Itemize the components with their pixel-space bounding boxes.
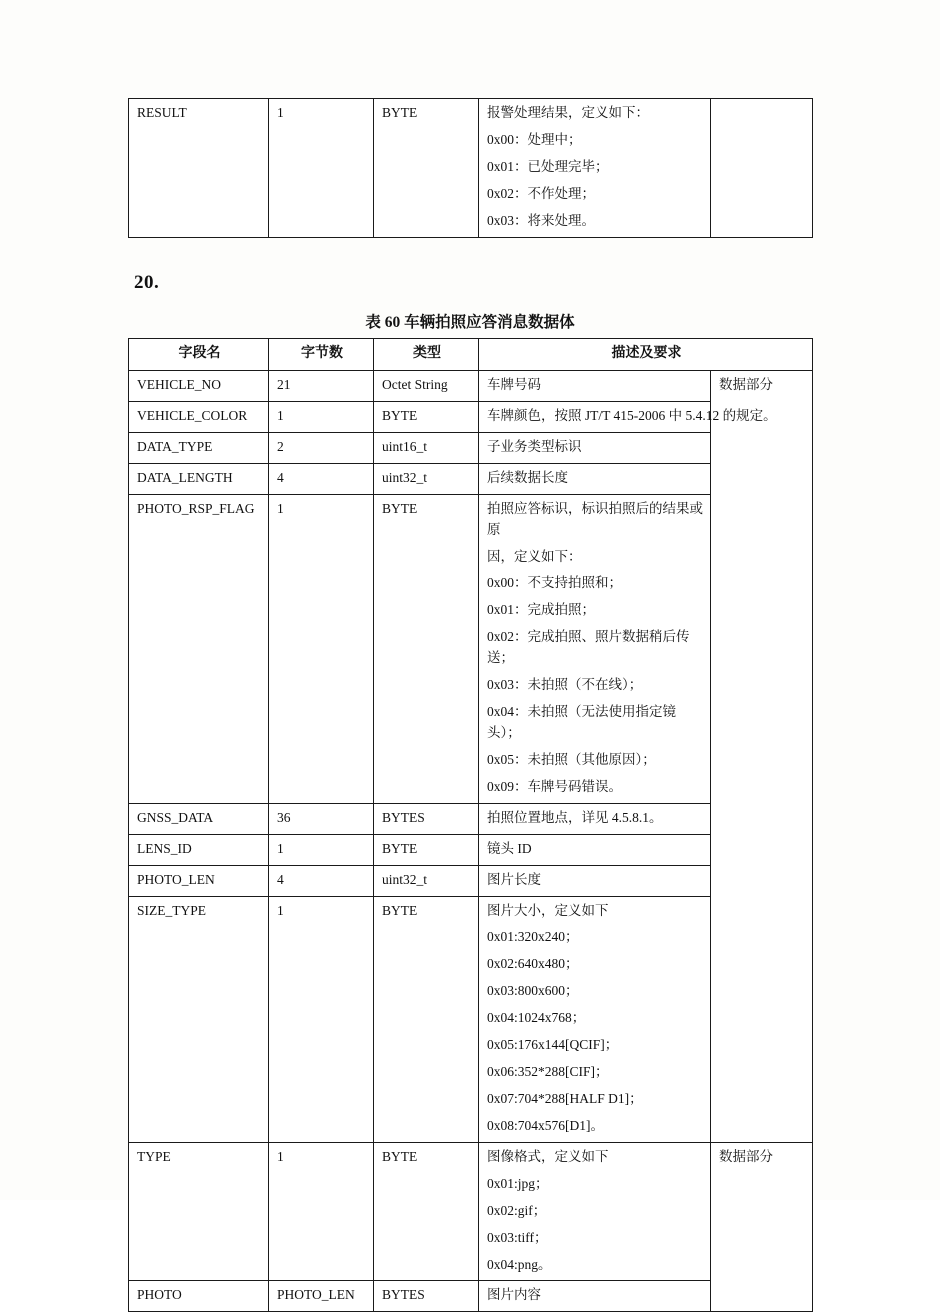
type-cell: BYTES xyxy=(374,803,479,834)
table-row xyxy=(129,1142,813,1281)
desc-line: 0x08:704x576[D1]。 xyxy=(487,1117,604,1133)
description-cell: 图片内容 xyxy=(479,1281,711,1312)
header-type: 类型 xyxy=(374,339,479,371)
byte-count-cell: 36 xyxy=(269,803,374,834)
desc-line: 0x04:png。 xyxy=(487,1256,552,1272)
field-name-cell: TYPE xyxy=(129,1142,269,1281)
field-name-cell: PHOTO_LEN xyxy=(129,865,269,896)
desc-line: 图像格式，定义如下 xyxy=(487,1148,609,1164)
desc-line: 0x03：将来处理。 xyxy=(487,212,595,228)
table-row xyxy=(129,803,813,834)
table-row xyxy=(129,463,813,494)
type-cell: BYTE xyxy=(374,896,479,1142)
table-row xyxy=(129,865,813,896)
desc-line: 0x05:176x144[QCIF]； xyxy=(487,1037,619,1053)
byte-count-cell: 4 xyxy=(269,463,374,494)
desc-line: 0x03:800x600； xyxy=(487,983,579,999)
desc-line: 0x03：未拍照（不在线）； xyxy=(487,677,643,693)
desc-line: 0x01：已处理完毕； xyxy=(487,158,609,174)
table-row xyxy=(129,401,813,432)
description-cell: 拍照位置地点，详见 4.5.8.1。 xyxy=(479,803,711,834)
desc-line: 0x05：未拍照（其他原因）； xyxy=(487,751,656,767)
description-cell: 镜头 ID xyxy=(479,834,711,865)
table-row xyxy=(129,896,813,1142)
type-cell: uint32_t xyxy=(374,463,479,494)
type-cell: BYTE xyxy=(374,834,479,865)
type-cell: uint16_t xyxy=(374,432,479,463)
table-row xyxy=(129,432,813,463)
type-cell: BYTE xyxy=(374,1142,479,1281)
description-cell: 后续数据长度 xyxy=(479,463,711,494)
byte-count-cell: 2 xyxy=(269,432,374,463)
byte-count-cell: 21 xyxy=(269,371,374,402)
note-cell-lower: 数据部分 xyxy=(711,1142,813,1312)
desc-line: 0x04：未拍照（无法使用指定镜头）； xyxy=(487,704,676,740)
field-name-cell: DATA_TYPE xyxy=(129,432,269,463)
field-name-cell: DATA_LENGTH xyxy=(129,463,269,494)
byte-count-cell: 4 xyxy=(269,865,374,896)
desc-line: 0x09：车牌号码错误。 xyxy=(487,778,622,794)
field-name-cell: LENS_ID xyxy=(129,834,269,865)
alarm-result-table xyxy=(128,98,813,238)
field-name-cell: VEHICLE_COLOR xyxy=(129,401,269,432)
description-cell: 车牌颜色，按照 JT/T 415-2006 中 5.4.12 的规定。 xyxy=(479,401,711,432)
desc-line: 因，定义如下： xyxy=(487,548,582,564)
table-row xyxy=(129,371,813,402)
byte-count-cell: 1 xyxy=(269,834,374,865)
description-cell xyxy=(479,1142,711,1281)
table-row xyxy=(129,99,813,238)
desc-line: 0x07:704*288[HALF D1]； xyxy=(487,1090,643,1106)
desc-line: 0x06:352*288[CIF]； xyxy=(487,1064,609,1080)
field-name-cell: RESULT xyxy=(129,99,269,238)
type-cell: Octet String xyxy=(374,371,479,402)
byte-count-cell: 1 xyxy=(269,1142,374,1281)
note-cell xyxy=(711,99,813,238)
byte-count-cell: 1 xyxy=(269,896,374,1142)
type-cell: BYTE xyxy=(374,494,479,803)
description-cell xyxy=(479,896,711,1142)
photo-response-table xyxy=(128,338,813,1312)
desc-line: 0x04:1024x768； xyxy=(487,1010,586,1026)
field-name-cell: PHOTO xyxy=(129,1281,269,1312)
header-description: 描述及要求 xyxy=(479,339,813,371)
desc-line: 0x02:gif； xyxy=(487,1202,547,1218)
field-name-cell: GNSS_DATA xyxy=(129,803,269,834)
type-cell: uint32_t xyxy=(374,865,479,896)
field-name-cell: VEHICLE_NO xyxy=(129,371,269,402)
table-row xyxy=(129,494,813,803)
desc-line: 报警处理结果，定义如下： xyxy=(487,105,649,120)
header-field-name: 字段名 xyxy=(129,339,269,371)
byte-count-cell: PHOTO_LEN xyxy=(269,1281,374,1312)
description-cell xyxy=(479,99,711,238)
table-row xyxy=(129,834,813,865)
note-cell-upper: 数据部分 xyxy=(711,371,813,1143)
byte-count-cell: 1 xyxy=(269,99,374,238)
desc-line: 0x03:tiff； xyxy=(487,1229,548,1245)
field-name-cell: SIZE_TYPE xyxy=(129,896,269,1142)
description-cell xyxy=(479,494,711,803)
desc-line: 图片大小，定义如下 xyxy=(487,902,609,918)
desc-line: 0x01：完成拍照； xyxy=(487,602,595,618)
desc-line: 0x01:320x240； xyxy=(487,929,579,945)
table-caption: 表 60 车辆拍照应答消息数据体 xyxy=(365,314,575,331)
header-byte-count: 字节数 xyxy=(269,339,374,371)
desc-line: 0x00：处理中； xyxy=(487,131,582,147)
byte-count-cell: 1 xyxy=(269,401,374,432)
description-cell: 图片长度 xyxy=(479,865,711,896)
byte-count-cell: 1 xyxy=(269,494,374,803)
table-row xyxy=(129,1281,813,1312)
table-header-row xyxy=(129,339,813,371)
section-number: 20. xyxy=(134,272,160,293)
type-cell: BYTES xyxy=(374,1281,479,1312)
desc-line: 0x00：不支持拍照和； xyxy=(487,575,622,591)
desc-line: 0x01:jpg； xyxy=(487,1175,549,1191)
description-cell: 子业务类型标识 xyxy=(479,432,711,463)
field-name-cell: PHOTO_RSP_FLAG xyxy=(129,494,269,803)
type-cell: BYTE xyxy=(374,99,479,238)
desc-line: 0x02:640x480； xyxy=(487,956,579,972)
desc-line: 拍照应答标识，标识拍照后的结果或原 xyxy=(487,500,703,537)
description-cell: 车牌号码 xyxy=(479,371,711,402)
desc-line: 0x02：不作处理； xyxy=(487,185,595,201)
desc-line: 0x02：完成拍照、照片数据稍后传送； xyxy=(487,629,690,666)
type-cell: BYTE xyxy=(374,401,479,432)
